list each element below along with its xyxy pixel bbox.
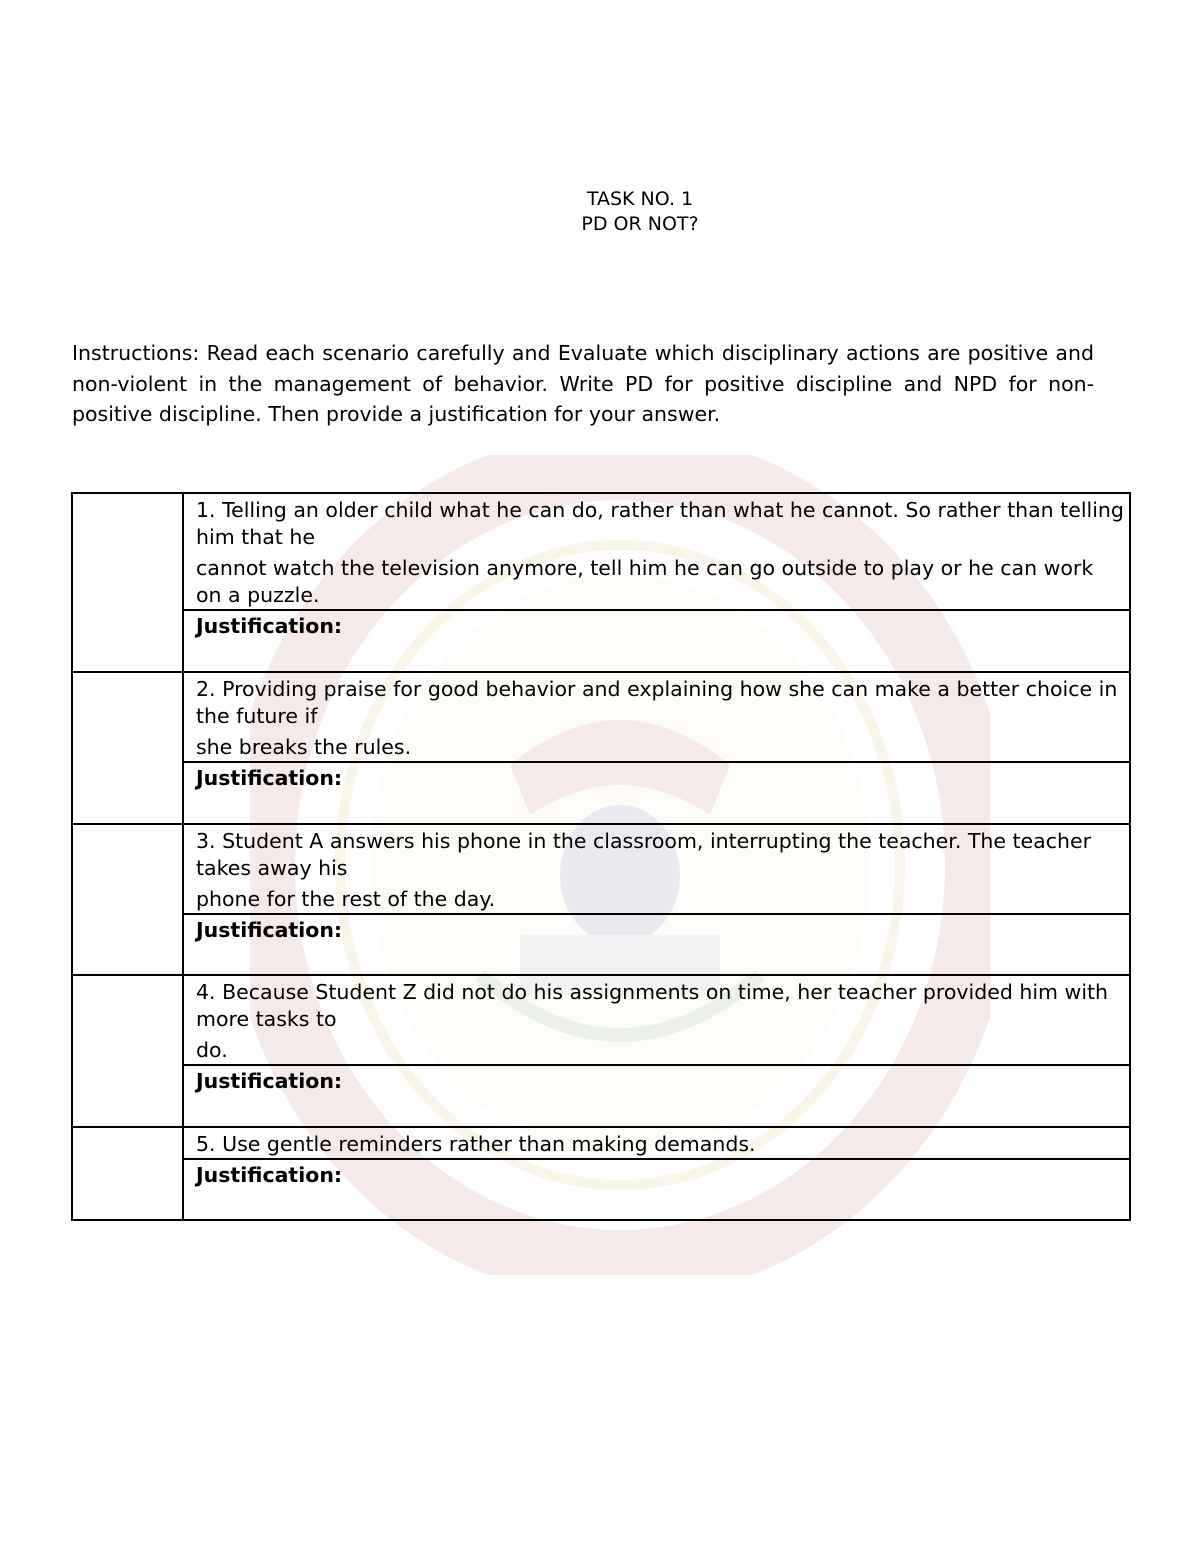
justification-cell[interactable] [183,914,1130,975]
justification-row [72,1065,1130,1127]
scenario-text [184,976,1129,1064]
scenario-row [72,1127,1130,1159]
scenario-line: she breaks the rules. [196,735,412,759]
justification-cell[interactable] [183,762,1130,824]
justification-cell[interactable] [183,1159,1130,1220]
title-block [0,187,1200,237]
scenario-text [184,673,1129,761]
scenario-line: cannot watch the television anymore, tell him he can go outside to play or he can work on a puzzle. [196,556,1094,607]
answer-cell[interactable] [72,672,183,824]
justification-row [72,610,1130,672]
answer-cell[interactable] [72,493,183,672]
scenario-cell [183,824,1130,914]
scenario-cell [183,975,1130,1065]
justification-row [72,914,1130,975]
task-title: TASK NO. 1 [586,188,694,210]
justification-label: Justification: [196,766,343,790]
answer-cell[interactable] [72,975,183,1127]
justification-cell[interactable] [183,610,1130,672]
scenario-row [72,824,1130,914]
scenario-text [184,1128,1129,1158]
justification-label: Justification: [196,1069,343,1093]
scenario-text [184,825,1129,913]
scenario-cell [183,1127,1130,1159]
scenario-line: 4. Because Student Z did not do his assignments on time, her teacher provided him with more tasks to [196,980,1109,1031]
scenario-cell [183,672,1130,762]
justification-cell[interactable] [183,1065,1130,1127]
answer-cell[interactable] [72,1127,183,1220]
justification-label: Justification: [196,918,343,942]
scenario-row [72,975,1130,1065]
justification-row [72,1159,1130,1220]
justification-label: Justification: [196,614,343,638]
scenario-text [184,494,1129,609]
instructions-paragraph: Instructions: Read each scenario carefully and Evaluate which disciplinary actions are positive and non-violent in the management of behavior. Write PD for positive discipline and NPD for non-positive discipline. Then provide a justification for your answer. [72,341,1094,426]
scenario-row [72,493,1130,610]
scenario-line: 2. Providing praise for good behavior and explaining how she can make a better choice in the future if [196,677,1118,728]
scenario-line: phone for the rest of the day. [196,887,496,911]
justification-label: Justification: [196,1163,343,1187]
scenario-row [72,672,1130,762]
justification-row [72,762,1130,824]
task-subtitle: PD OR NOT? [581,213,699,235]
scenario-line: 3. Student A answers his phone in the classroom, interrupting the teacher. The teacher takes away his [196,829,1092,880]
scenario-line: do. [196,1038,228,1062]
scenario-cell [183,493,1130,610]
scenario-line: 1. Telling an older child what he can do, rather than what he cannot. So rather than telling him that he [196,498,1124,549]
scenario-table [71,492,1131,1221]
answer-cell[interactable] [72,824,183,975]
scenario-line: 5. Use gentle reminders rather than making demands. [196,1132,756,1156]
